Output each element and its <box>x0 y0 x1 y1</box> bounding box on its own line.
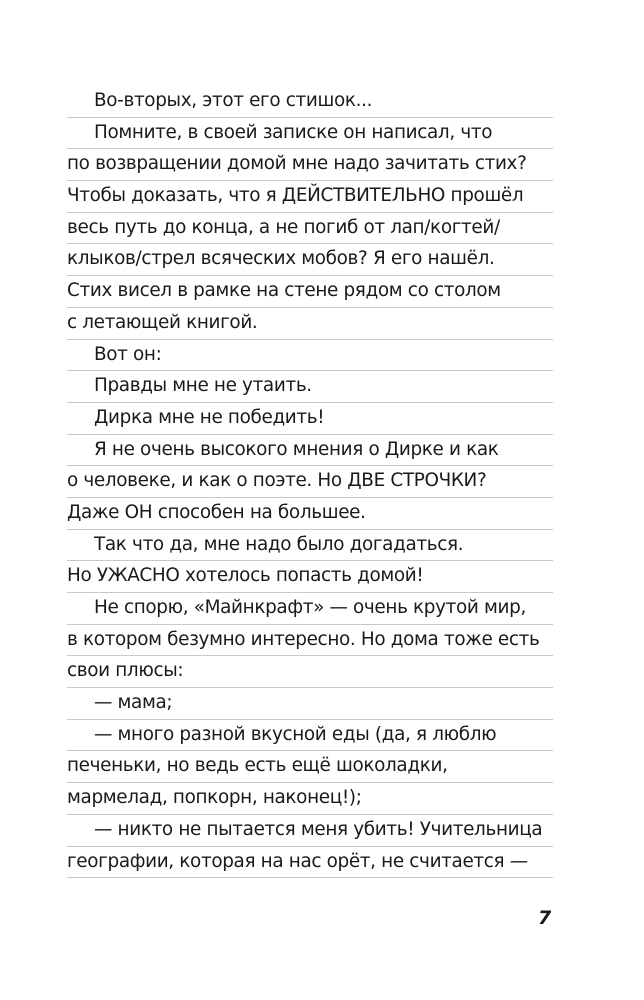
text-line <box>67 276 553 308</box>
line-text: Так что да, мне надо было догадаться. <box>94 533 464 555</box>
text-line <box>67 149 553 181</box>
page-number: 7 <box>538 907 552 929</box>
text-line <box>67 783 553 815</box>
text-line <box>67 815 553 847</box>
line-text: клыков/стрел всяческих мобов? Я его нашёл. <box>67 248 495 270</box>
line-text: Чтобы доказать, что я ДЕЙСТВИТЕЛЬНО прошёл <box>67 185 524 207</box>
line-text: в котором безумно интересно. Но дома тоже есть <box>67 628 540 650</box>
line-text: — никто не пытается меня убить! Учительница <box>94 818 543 840</box>
text-line <box>67 244 553 276</box>
line-text: Правды мне не утаить. <box>94 375 312 397</box>
line-text: Но УЖАСНО хотелось попасть домой! <box>67 565 424 587</box>
line-text: о человеке, и как о поэте. Но ДВЕ СТРОЧКИ? <box>67 470 487 492</box>
text-line <box>67 86 553 118</box>
line-text: Во-вторых, этот его стишок... <box>94 90 373 111</box>
text-line <box>67 498 553 530</box>
text-line <box>67 435 553 467</box>
text-line <box>67 656 553 688</box>
text-line <box>67 720 553 752</box>
line-text: Даже ОН способен на большее. <box>67 501 366 523</box>
text-line <box>67 181 553 213</box>
text-line <box>67 688 553 720</box>
text-line <box>67 847 553 879</box>
line-text: Вот он: <box>94 343 162 365</box>
line-text: Не спорю, «Майнкрафт» — очень крутой мир, <box>94 597 526 618</box>
text-line <box>67 340 553 372</box>
line-text: Помните, в своей записке он написал, что <box>94 121 493 143</box>
line-text: — много разной вкусной еды (да, я люблю <box>94 723 497 745</box>
text-line <box>67 466 553 498</box>
line-text: свои плюсы: <box>67 660 184 682</box>
text-line <box>67 308 553 340</box>
ruled-text-block <box>67 86 553 878</box>
text-line <box>67 751 553 783</box>
line-text: Я не очень высокого мнения о Дирке и как <box>94 438 499 460</box>
text-line <box>67 593 553 625</box>
text-line <box>67 118 553 150</box>
text-line <box>67 403 553 435</box>
line-text: Стих висел в рамке на стене рядом со столом <box>67 280 501 302</box>
line-text: Дирка мне не победить! <box>94 406 325 428</box>
text-line <box>67 625 553 657</box>
line-text: печеньки, но ведь есть ещё шоколадки, <box>67 755 448 777</box>
text-line <box>67 561 553 593</box>
line-text: — мама; <box>94 692 173 714</box>
line-text: весь путь до конца, а не погиб от лап/когтей/ <box>67 216 500 238</box>
text-line <box>67 530 553 562</box>
text-line <box>67 371 553 403</box>
text-line <box>67 213 553 245</box>
line-text: мармелад, попкорн, наконец!); <box>67 787 362 809</box>
line-text: по возвращении домой мне надо зачитать стих? <box>67 153 527 175</box>
line-text: с летающей книгой. <box>67 311 258 333</box>
line-text: географии, которая на нас орёт, не считается — <box>67 850 528 872</box>
